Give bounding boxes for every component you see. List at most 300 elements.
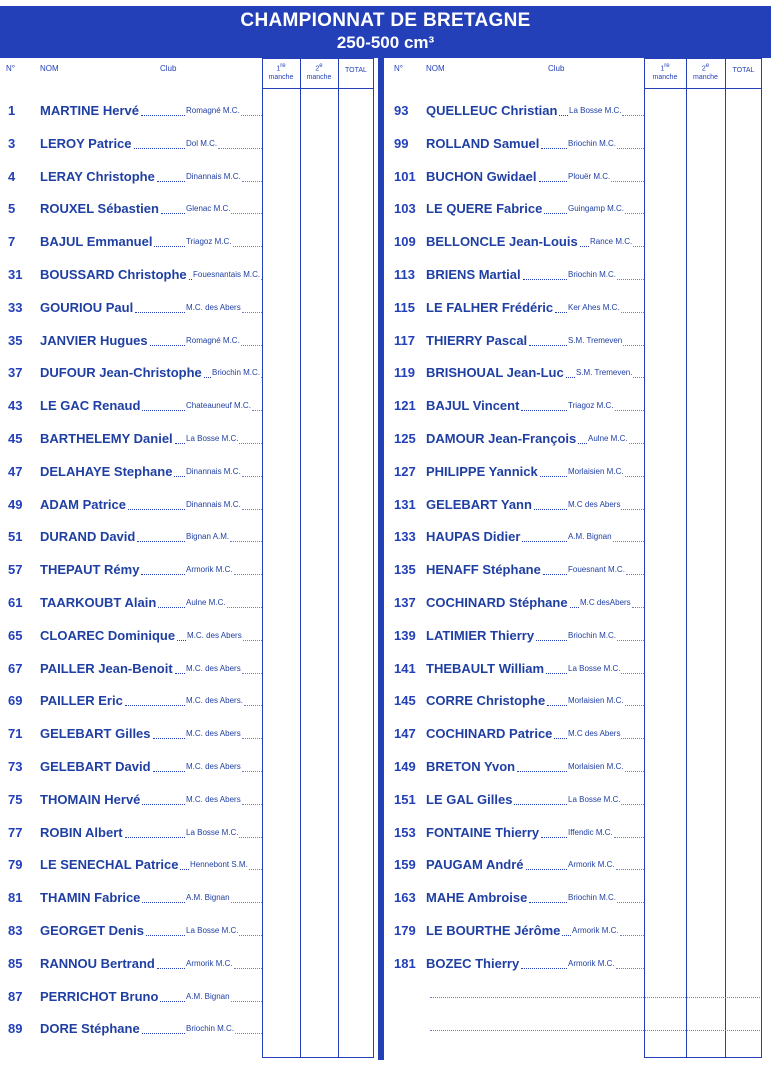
rider-name: PHILIPPE Yannick [426,463,538,479]
rider-row [382,756,644,778]
leader-dots [621,509,644,510]
rider-club: M.C desAbers [580,598,631,607]
rider-number: 1 [8,103,16,118]
rider-number: 7 [8,234,16,250]
rider-number: 43 [8,398,23,414]
rider-name: BRISHOUAL Jean-Luc [426,365,564,381]
rider-number: 37 [8,365,23,381]
leader-dots [617,902,644,903]
rider-name: CLOAREC Dominique [40,627,176,643]
leader-dots [261,279,262,280]
rider-row [0,166,262,188]
rider-row [0,887,262,909]
leader-dots [613,541,644,542]
leader-dots [242,673,262,674]
rider-name: RANNOU Bertrand [40,955,155,971]
rider-row [382,854,644,876]
rider-number: 75 [8,791,23,807]
leader-dots [160,1001,185,1002]
rider-number: 79 [8,857,23,873]
leader-dots [234,574,262,575]
rider-name: DORE Stéphane [40,1021,140,1037]
rider-number: 135 [394,562,416,578]
leader-dots [241,115,262,116]
rider-number: 51 [8,529,23,545]
rider-row [0,559,262,581]
rider-club: Briochin M.C. [568,270,617,279]
leader-dots [234,968,262,969]
rider-name: HENAFF Stéphane [426,562,541,578]
rider-name: THIERRY Pascal [426,332,528,348]
rider-club: La Bosse M.C. [186,926,239,935]
rider-row [382,559,644,581]
rider-name: BOZEC Thierry [426,955,520,971]
leader-dots [243,640,262,641]
rider-name: CORRE Christophe [426,693,546,709]
rider-number: 77 [8,824,23,840]
rider-number: 153 [394,824,416,840]
rider-name: GELEBART Yann [426,496,532,512]
rider-club: Iffendic M.C. [568,827,613,837]
rider-name: THEPAUT Rémy [40,562,140,578]
rider-number: 131 [394,496,416,512]
leader-dots [616,968,644,969]
leader-dots [541,837,567,838]
leader-dots [529,345,567,346]
page-subtitle: 250-500 cm³ [336,33,435,52]
rider-name: LE GAL Gilles [426,791,513,807]
leader-dots [625,476,644,477]
col-head-manche-2: 2e manche [693,63,718,82]
leader-dots [547,705,567,706]
rider-number: 109 [394,234,416,250]
rider-number: 31 [8,267,23,282]
rider-number: 33 [8,299,23,315]
leader-dots [617,279,644,280]
leader-dots [559,115,568,116]
rider-name: BARTHELEMY Daniel [40,431,173,446]
col-head-club: Club [548,64,565,73]
rider-row [0,231,262,253]
rider-club: Plouër M.C. [568,171,611,181]
leader-dots [252,410,262,411]
rider-row [0,854,262,876]
rider-number: 71 [8,726,23,742]
rider-name: TAARKOUBT Alain [40,595,157,610]
rider-club: Fouesnant M.C. [568,565,625,575]
rider-club: Romagné M.C. [186,335,240,345]
rider-number: 5 [8,201,16,217]
rider-number: 125 [394,431,416,446]
leader-dots [566,377,575,378]
rider-number: 99 [394,135,409,151]
rider-club: A.M. Bignan [186,991,230,1001]
rider-name: ROUXEL Sébastien [40,201,159,217]
rider-number: 3 [8,135,16,151]
rider-club: Briochin M.C. [568,893,617,903]
rider-name: HAUPAS Didier [426,529,521,545]
col-head-manche-2: 2e manche [306,63,332,82]
col-head-num: N° [394,64,403,73]
leader-dots [242,312,262,313]
col-head-club: Club [160,64,177,73]
rider-name: COCHINARD Patrice [426,726,553,742]
leader-dots [622,115,644,116]
leader-dots [632,607,644,608]
rider-name: ADAM Patrice [40,496,126,512]
rider-club: La Bosse M.C. [186,827,239,837]
rider-name: THAMIN Fabrice [40,890,141,906]
leader-dots [625,771,644,772]
rider-row [382,690,644,712]
grid-header-separator [262,88,374,89]
leader-dots [242,181,262,182]
rider-name: BOUSSARD Christophe [40,267,187,282]
grid-line [686,58,687,1058]
rider-row [382,887,644,909]
rider-name: BUCHON Gwidael [426,168,537,184]
rider-club: Armorik M.C. [572,926,619,935]
rider-club: Chateauneuf M.C. [186,401,251,411]
leader-dots [543,574,567,575]
leader-dots [157,968,185,969]
rider-number: 121 [394,398,416,414]
col-head-total: TOTAL [345,67,367,74]
rider-row [0,198,262,220]
leader-dots [135,312,185,313]
leader-dots [621,312,644,313]
leader-dots [578,443,587,444]
col-head-num: N° [6,64,15,73]
rider-club: M.C. des Abers [187,630,242,640]
rider-name: QUELLEUC Christian [426,103,558,118]
rider-club: A.M. Bignan [568,532,612,542]
leader-dots [153,771,185,772]
leader-dots [150,345,185,346]
rider-number: 137 [394,595,416,610]
rider-row [382,428,644,450]
rider-row [0,395,262,417]
rider-name: LERAY Christophe [40,168,155,184]
rider-club: Fouesnantais M.C. [193,270,261,279]
col-head-manche-1: 1re manche [652,63,678,82]
rider-club: Guingamp M.C. [568,204,625,214]
rider-row [0,297,262,319]
rider-row [382,133,644,155]
rider-number: 65 [8,627,23,643]
rider-row [0,133,262,155]
page-header [0,6,771,58]
rider-number: 35 [8,332,23,348]
rider-row [382,625,644,647]
leader-dots [625,213,644,214]
rider-name: COCHINARD Stéphane [426,595,568,610]
rider-number: 127 [394,463,416,479]
rider-name: BRIENS Martial [426,267,521,282]
rider-number: 47 [8,463,23,479]
rider-row [382,166,644,188]
rider-name: MARTINE Hervé [40,103,139,118]
leader-dots [615,410,644,411]
rider-club: La Bosse M.C. [186,434,239,443]
rider-name: PAILLER Jean-Benoit [40,660,173,676]
grid-header-separator [644,88,762,89]
rider-number: 141 [394,660,416,676]
rider-name: BAJUL Vincent [426,398,520,414]
rider-name: DURAND David [40,529,136,545]
leader-dots [546,673,567,674]
rider-number: 61 [8,595,23,610]
rider-row [382,658,644,680]
leader-dots [175,443,185,444]
rider-row [382,362,644,384]
leader-dots [231,213,262,214]
rider-row [0,690,262,712]
rider-number: 4 [8,168,16,184]
rider-number: 149 [394,759,416,774]
rider-club: M.C. des Abers [186,302,241,312]
rider-name: THOMAIN Hervé [40,791,141,807]
leader-dots [134,148,185,149]
leader-dots [128,509,185,510]
rider-club: M.C des Abers [568,729,621,739]
rider-name: DELAHAYE Stephane [40,463,173,479]
leader-dots [621,673,644,674]
leader-dots [218,148,262,149]
leader-dots [249,869,262,870]
rider-club: Dinannais M.C. [186,171,241,181]
rider-row [382,920,644,942]
rider-name: GELEBART Gilles [40,726,151,742]
rider-name: LEROY Patrice [40,135,132,151]
leader-dots [623,345,644,346]
rider-row [0,362,262,384]
leader-dots [541,148,567,149]
rider-row [0,1018,262,1040]
rider-number: 113 [394,267,415,282]
rider-club: Ker Ahes M.C. [568,302,620,312]
leader-dots [522,541,567,542]
rider-number: 83 [8,923,23,938]
rider-row [0,920,262,942]
rider-club: Aulne M.C. [186,598,226,607]
leader-dots [629,443,644,444]
grid-line [725,58,726,1058]
leader-dots [536,640,567,641]
leader-dots [157,181,185,182]
leader-dots [242,771,262,772]
rider-name: GOURIOU Paul [40,299,134,315]
leader-dots [611,181,644,182]
rider-club: Briochin M.C. [186,1024,235,1034]
leader-dots [261,377,262,378]
rider-club: A.M. Bignan [186,893,230,903]
rider-name: GELEBART David [40,759,151,774]
leader-dots [616,869,644,870]
rider-club: Morlaisien M.C. [568,762,624,771]
rider-club: M.C. des Abers [186,729,241,739]
rider-row [382,297,644,319]
rider-number: 87 [8,988,23,1004]
rider-club: Glenac M.C. [186,204,231,214]
rider-club: La Bosse M.C. [568,663,621,673]
rider-row [382,494,644,516]
rider-name: THEBAULT William [426,660,545,676]
rider-number: 93 [394,103,409,118]
rider-row [0,330,262,352]
rider-name: DAMOUR Jean-François [426,431,577,446]
rider-row [382,723,644,745]
leader-dots [562,935,571,936]
rider-row [382,395,644,417]
rider-name: LE QUERE Fabrice [426,201,543,217]
rider-club: Romagné M.C. [186,106,240,115]
leader-dots [617,148,644,149]
leader-dots [614,837,644,838]
rider-row [382,231,644,253]
col-head-nom: NOM [426,64,445,73]
leader-dots [539,181,567,182]
rider-row [0,822,262,844]
rider-row [0,428,262,450]
leader-dots [235,1033,262,1034]
rider-name: PERRICHOT Bruno [40,988,159,1004]
leader-dots [189,279,192,280]
rider-number: 145 [394,693,416,709]
leader-dots [620,935,644,936]
rider-row [0,986,262,1008]
leader-dots [180,869,189,870]
rider-number: 49 [8,496,23,512]
leader-dots [580,246,589,247]
leader-dots [154,246,185,247]
rider-row [0,264,262,286]
left-results-table [0,58,382,1058]
rider-row [382,264,644,286]
rider-name: JANVIER Hugues [40,332,148,348]
leader-dots [526,869,567,870]
rider-club: M.C. des Abers [186,794,241,804]
rider-number: 45 [8,431,23,446]
rider-name: BELLONCLE Jean-Louis [426,234,578,250]
rider-name: DUFOUR Jean-Christophe [40,365,202,381]
rider-number: 57 [8,562,23,578]
rider-row [0,658,262,680]
leader-dots [161,213,185,214]
rider-row [382,100,644,122]
rider-name: BRETON Yvon [426,759,516,774]
leader-dots [554,738,567,739]
rider-club: Morlaisien M.C. [568,466,624,476]
leader-dots [242,804,262,805]
rider-name: LE GAC Renaud [40,398,141,414]
rider-number: 67 [8,660,23,676]
rider-number: 151 [394,791,416,807]
rider-name: LE BOURTHE Jérôme [426,923,561,938]
rider-name: LATIMIER Thierry [426,627,535,643]
rider-club: S.M. Tremeven [568,335,623,345]
rider-club: M.C. des Abers [186,663,241,673]
leader-dots [242,476,262,477]
rider-row [0,625,262,647]
score-grid [262,58,374,1058]
rider-club: M.C des Abers [568,499,621,509]
rider-row [382,526,644,548]
leader-dots [633,246,644,247]
rider-row [0,756,262,778]
rider-number: 133 [394,529,416,545]
rider-club: Armorik M.C. [568,958,615,968]
leader-dots [523,279,567,280]
score-grid [644,58,762,1058]
rider-number: 69 [8,693,23,709]
rider-club: Aulne M.C. [588,434,628,443]
rider-club: Briochin M.C. [212,368,261,378]
rider-number: 103 [394,201,416,217]
rider-club: Armorik M.C. [186,958,233,968]
rider-name: BAJUL Emmanuel [40,234,153,250]
rider-row [382,789,644,811]
leader-dots [633,377,644,378]
rider-row [0,494,262,516]
blank-entry-line [430,1030,760,1031]
leader-dots [227,607,262,608]
right-results-table [382,58,771,1058]
rider-name: ROBIN Albert [40,824,123,840]
rider-row [0,461,262,483]
rider-number: 89 [8,1021,23,1037]
leader-dots [142,1033,185,1034]
col-head-total: TOTAL [732,67,755,74]
rider-club: Triagoz M.C. [186,237,232,247]
rider-number: 101 [394,168,416,184]
rider-club: Morlaisien M.C. [568,696,624,706]
leader-dots [514,804,567,805]
grid-line [338,58,339,1058]
leader-dots [204,377,211,378]
leader-dots [239,935,262,936]
leader-dots [621,804,644,805]
rider-number: 147 [394,726,416,742]
rider-row [0,100,262,122]
leader-dots [544,213,567,214]
leader-dots [231,1001,262,1002]
leader-dots [521,410,567,411]
leader-dots [177,640,186,641]
leader-dots [142,804,185,805]
leader-dots [141,115,185,116]
rider-name: GEORGET Denis [40,923,145,938]
rider-club: Bignan A.M. [186,532,230,542]
leader-dots [230,541,262,542]
leader-dots [239,837,262,838]
rider-name: ROLLAND Samuel [426,135,540,151]
leader-dots [125,837,185,838]
leader-dots [239,443,262,444]
leader-dots [241,345,262,346]
leader-dots [617,640,644,641]
leader-dots [521,968,567,969]
leader-dots [146,935,185,936]
rider-club: Rance M.C. [590,237,633,247]
leader-dots [626,574,644,575]
blank-entry-line [430,997,760,998]
rider-name: LE SENECHAL Patrice [40,857,179,873]
rider-number: 181 [394,955,416,971]
rider-club: Hennebont S.M. [190,860,248,870]
rider-row [0,953,262,975]
leader-dots [534,509,567,510]
